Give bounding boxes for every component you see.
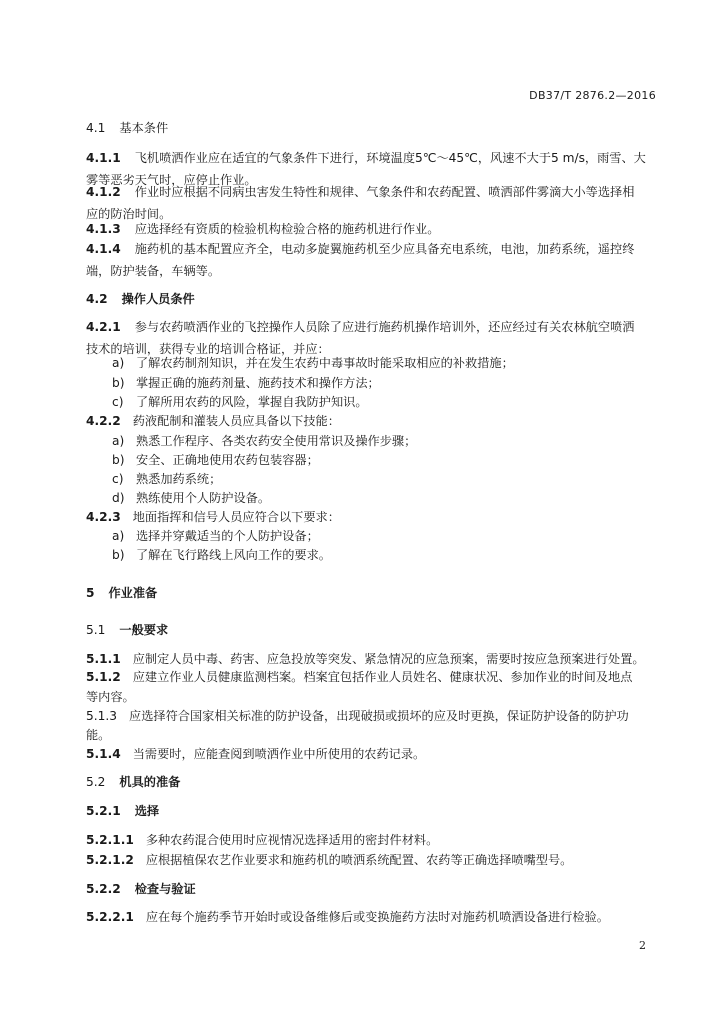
clause-4-1-4-cont: 端，防护装备，车辆等。: [86, 264, 221, 278]
clause-4-1-1: 4.1.1 飞机喷洒作业应在适宜的气象条件下进行，环境温度5℃～45℃，风速不大于5 m/s，雨雪、大: [86, 151, 646, 165]
list-item: b) 安全、正确地使用农药包装容器；: [112, 453, 319, 467]
heading-5-2: 5.2 机具的准备: [86, 775, 181, 789]
list-item: c) 了解所用农药的风险，掌握自我防护知识。: [112, 395, 368, 409]
clause-4-1-4: 4.1.4 施药机的基本配置应齐全，电动多旋翼施药机至少应具备充电系统，电池，加药系统，遥控终: [86, 242, 635, 256]
clause-4-1-3: 4.1.3 应选择经有资质的检验机构检验合格的施药机进行作业。: [86, 222, 440, 236]
list-item: d) 熟练使用个人防护设备。: [112, 491, 271, 505]
page-number: 2: [639, 939, 646, 952]
clause-5-1-3: 5.1.3 应选择符合国家相关标准的防护设备，出现破损或损坏的应及时更换，保证防护设备的防护功: [86, 709, 629, 723]
clause-5-1-2: 5.1.2 应建立作业人员健康监测档案。档案宜包括作业人员姓名、健康状况、参加作业的时间及地点: [86, 670, 633, 684]
clause-5-1-3-cont: 能。: [86, 728, 111, 742]
clause-4-1-2-cont: 应的防治时间。: [86, 207, 172, 221]
heading-4-1: 4.1 基本条件: [86, 121, 169, 135]
list-item: a) 了解农药制剂知识，并在发生农药中毒事故时能采取相应的补救措施；: [112, 356, 514, 370]
list-item: c) 熟悉加药系统；: [112, 472, 222, 486]
heading-5-1: 5.1 一般要求: [86, 623, 169, 637]
clause-5-2-1-2: 5.2.1.2 应根据植保农艺作业要求和施药机的喷洒系统配置、农药等正确选择喷嘴型号。: [86, 853, 573, 867]
heading-4-2: 4.2 操作人员条件: [86, 292, 195, 306]
list-item: a) 熟悉工作程序、各类农药安全使用常识及操作步骤；: [112, 434, 417, 448]
clause-4-2-1: 4.2.1 参与农药喷洒作业的飞控操作人员除了应进行施药机操作培训外，还应经过有关农林航空喷洒: [86, 320, 635, 334]
clause-4-2-1-cont: 技术的培训，获得专业的培训合格证，并应：: [86, 342, 330, 356]
clause-4-1-1-cont: 雾等恶劣天气时，应停止作业。: [86, 173, 257, 187]
clause-4-2-2: 4.2.2 药液配制和灌装人员应具备以下技能：: [86, 414, 340, 428]
clause-5-1-4: 5.1.4 当需要时，应能查阅到喷洒作业中所使用的农药记录。: [86, 747, 426, 761]
list-item: a) 选择并穿戴适当的个人防护设备；: [112, 529, 319, 543]
document-id-header: DB37/T 2876.2—2016: [529, 89, 656, 102]
list-item: b) 掌握正确的施药剂量、施药技术和操作方法；: [112, 376, 380, 390]
list-item: b) 了解在飞行路线上风向工作的要求。: [112, 548, 331, 562]
clause-5-1-1: 5.1.1 应制定人员中毒、药害、应急投放等突发、紧急情况的应急预案，需要时按应急预案进行处置。: [86, 652, 645, 666]
clause-5-1-2-cont: 等内容。: [86, 690, 135, 704]
heading-5: 5 作业准备: [86, 586, 158, 600]
clause-4-1-2: 4.1.2 作业时应根据不同病虫害发生特性和规律、气象条件和农药配置、喷洒部件雾滴大小等选择相: [86, 185, 635, 199]
heading-5-2-2: 5.2.2 检查与验证: [86, 882, 196, 896]
clause-4-2-3: 4.2.3 地面指挥和信号人员应符合以下要求：: [86, 510, 340, 524]
clause-5-2-1-1: 5.2.1.1 多种农药混合使用时应视情况选择适用的密封件材料。: [86, 833, 439, 847]
clause-5-2-2-1: 5.2.2.1 应在每个施药季节开始时或设备维修后或变换施药方法时对施药机喷洒设备进行检验。: [86, 910, 609, 924]
heading-5-2-1: 5.2.1 选择: [86, 804, 160, 818]
